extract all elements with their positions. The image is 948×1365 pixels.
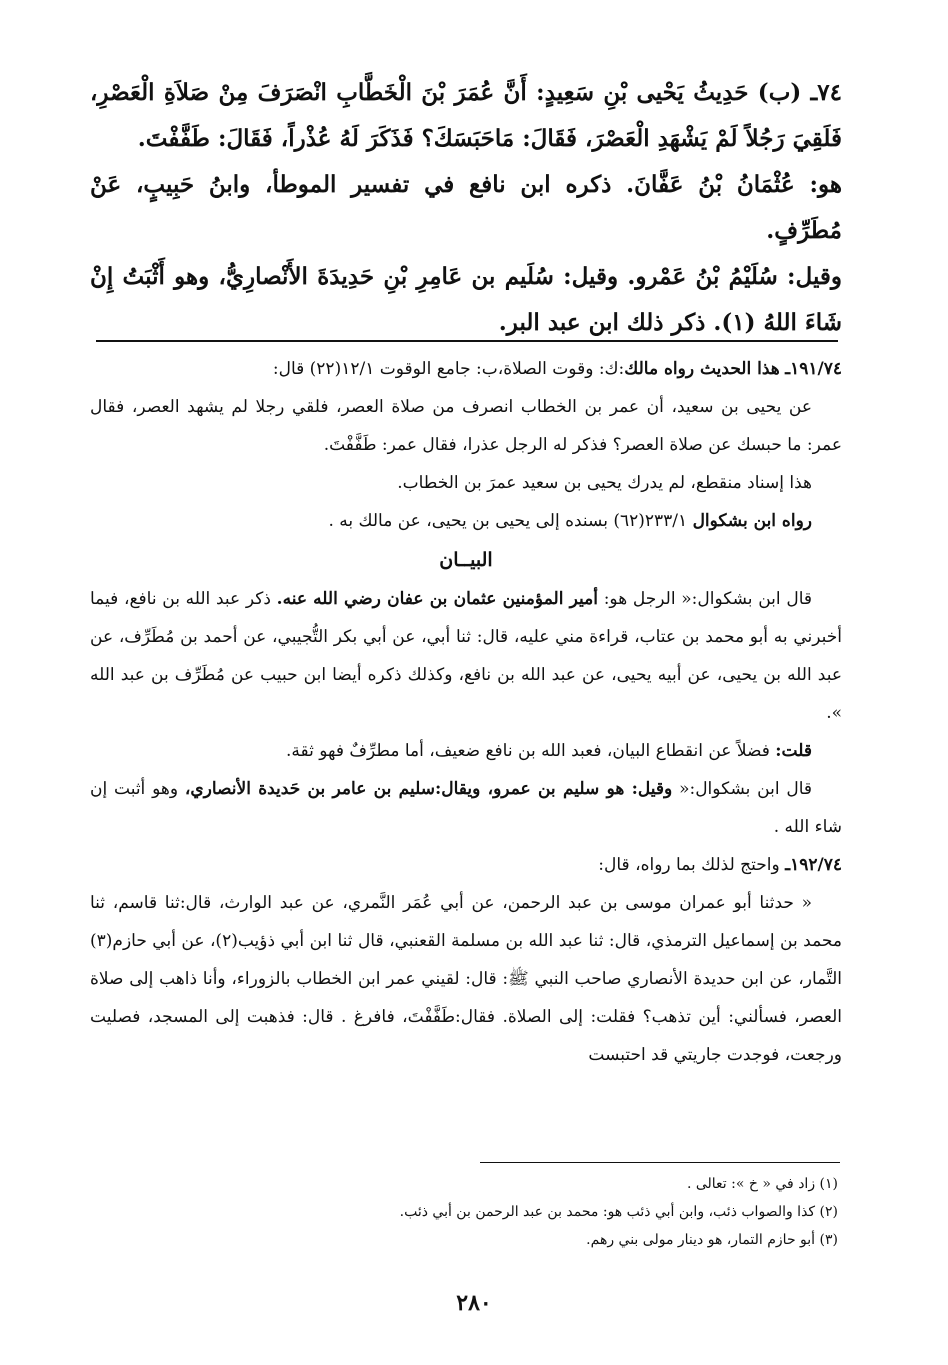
hadith-191-ref: :ك: وقوت الصلاة،ب: جامع الوقوت ١٢/١(٢٢) قال: [272, 359, 625, 379]
section-divider [96, 340, 838, 342]
main-identification-paragraph: هو: عُثْمَانُ بْنُ عَفَّانَ. ذكره ابن نافع في تفسير الموطأ، وابنُ حَبِيبٍ، عَنْ مُطَرِّفٍ. [90, 171, 842, 244]
main-alternative-paragraph: وقيل: سُلَيْمُ بْنُ عَمْرو. وقيل: سُلَيم بن عَامِرِ بْنِ حَدِيدَةَ الأَنْصارِيُّ، وهو أَثْبَتُ إِنْ شَاءَ اللهُ (١). ذكر ذلك ابن عبد البر. [90, 263, 842, 336]
hadith-191-text: عن يحيى بن سعيد، أن عمر بن الخطاب انصرف من صلاة العصر، فلقي رجلا لم يشهد العصر، فقال عمر: ما حبسك عن صلاة العصر؟ فذكر له الرجل عذرا، فقال عمر: طَفَّفْتَ. [90, 397, 842, 455]
hadith-192-text: « حدثنا أبو عمران موسى بن عبد الرحمن، عن أبي عُمَر النَّمري، عن عبد الوارث، قال:ثنا قاسم، ثنا محمد بن إسماعيل الترمذي، قال: ثنا عبد الله بن مسلمة القعنبي، قال ثنا ابن أبي ذؤيب(٢)، عن أبي حازم(٣) التَّمار، عن ابن حديدة الأنصاري صاحب النبي ﷺ: قال: لقيني عمر ابن الخطاب بالزوراء، وأنا ذاهب إلى صلاة العصر، فسألني: أين تذهب؟ فقلت: إلى الصلاة. فقال:طَفَّفْتَ، فافرغ . قال: فذهبت إلى المسجد، فصليت ورجعت، فوجدت جاريتي قد احتبست [90, 893, 842, 1065]
hadith-191-riwaya [90, 502, 842, 540]
bayan-p2-label: قلت: [775, 741, 812, 761]
hadith-191-note: هذا إسناد منقطع، لم يدرك يحيى بن سعيد عمرَ بن الخطاب. [397, 473, 812, 493]
riwaya-rest: ٢٣٣/١(٦٢) بسنده إلى يحيى بن يحيى، عن مالك به . [328, 511, 693, 531]
bayan-p1-intro: قال ابن بشكوال:« الرجل هو: [598, 589, 813, 609]
hadith-191-header [90, 350, 842, 388]
hadith-191-number: ١٩١/٧٤ـ [785, 359, 842, 379]
hadith-192-header [90, 846, 842, 884]
main-text-section [90, 70, 842, 346]
footnote-2: (٢) كذا والصواب ذئب، وابن أبي ذئب هو: محمد بن عبد الرحمن بن أبي ذئب. [399, 1204, 838, 1220]
page-number: ٢٨٠ [456, 1290, 492, 1316]
riwaya-label: رواه ابن بشكوال [692, 511, 812, 531]
bayan-paragraph-1 [90, 580, 842, 732]
bayan-p3-intro: قال ابن بشكوال:« [672, 779, 813, 799]
footnote-3: (٣) أبو حازم التمار، هو دينار مولى بني رهم. [586, 1232, 838, 1248]
bayan-p3-bold: وقيل: هو سليم بن عمرو، ويقال:سليم بن عامر بن حَديدة الأنصاري، [184, 779, 673, 799]
hadith-191-title: هذا الحديث رواه مالك [624, 359, 780, 379]
footnote-divider [480, 1162, 840, 1163]
bayan-p1-bold: أمير المؤمنين عثمان بن عفان رضي الله عنه. [276, 589, 598, 609]
bayan-paragraph-2 [90, 732, 842, 770]
hadith-192-intro: واحتج لذلك بما رواه، قال: [598, 855, 786, 875]
commentary-section [90, 350, 842, 1074]
bayan-paragraph-3 [90, 770, 842, 846]
main-hadith-paragraph: ٧٤ـ (ب) حَدِيثُ يَحْيى بْنِ سَعِيدٍ: أَنَّ عُمَرَ بْنَ الْخَطَّابِ انْصَرَفَ مِنْ صَلاَةِ الْعَصْرِ، فَلَقِيَ رَجُلاً لَمْ يَشْهَدِ الْعَصْرَ، فَقَالَ: مَاحَبَسَكَ؟ فَذَكَرَ لَهُ عُذْراً، فَقَالَ: طَفَّفْتَ. [90, 79, 842, 152]
hadith-192-number: ١٩٢/٧٤ـ [785, 855, 842, 875]
footnotes [96, 1170, 838, 1254]
footnote-1: (١) زاد في « خ »: تعالى . [686, 1176, 838, 1192]
bayan-p2-rest: فضلاً عن انقطاع البيان، فعبد الله بن نافع ضعيف، أما مطرِّفٌ فهو ثقة. [285, 741, 776, 761]
bayan-p1-rest: ذكر عبد الله بن نافع، فيما أخبرني به أبو محمد بن عتاب، قراءة مني عليه، قال: ثنا أبي، عن أبي بكر التُّجيبي، عن أحمد بن مُطَرِّف، عن عبد الله بن يحيى، عن أبيه يحيى، عن عبد الله بن نافع، وكذلك ذكره أيضا ابن حبيب عن مُطَرِّف بن عبد الله ». [90, 589, 842, 723]
bayan-heading: البيــان [439, 549, 493, 571]
bayan-p3-rest: وهو أثبت إن شاء الله . [90, 779, 842, 837]
